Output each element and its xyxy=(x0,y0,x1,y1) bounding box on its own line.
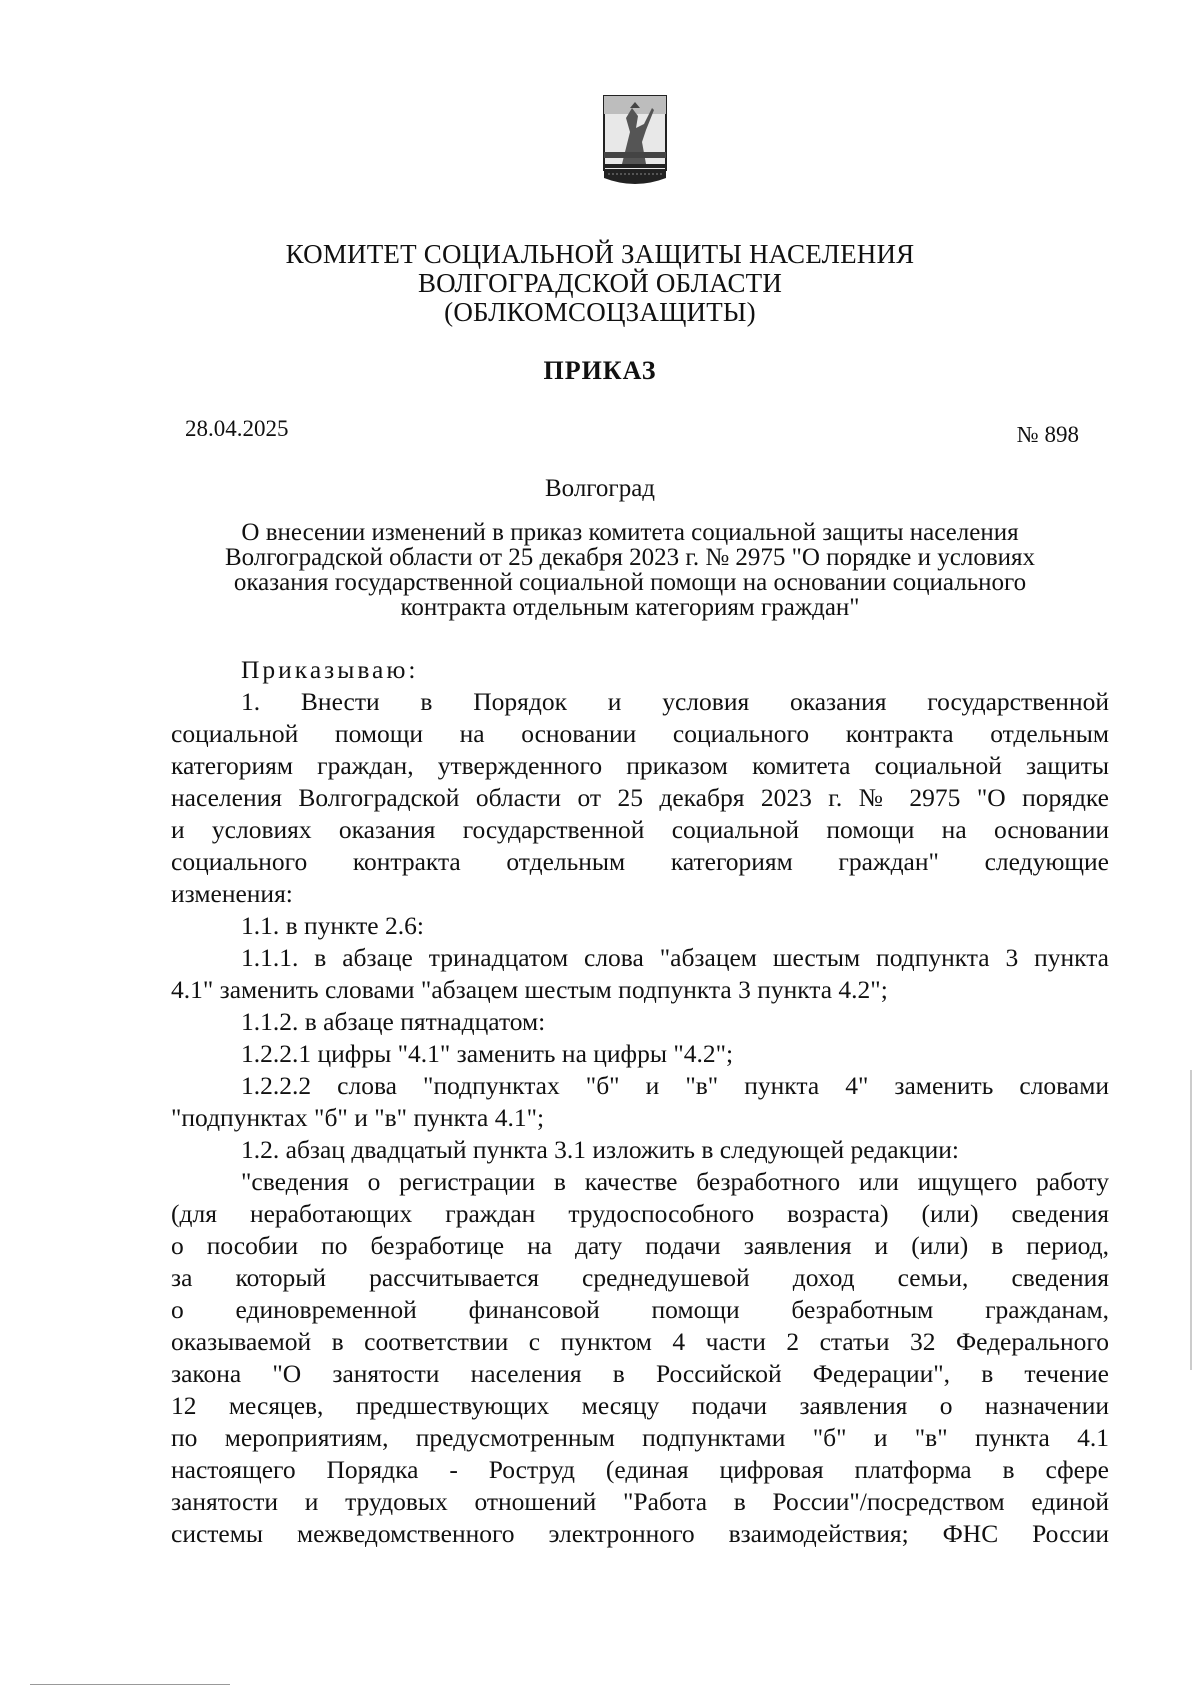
order-city: Волгоград xyxy=(544,475,656,502)
body-line-19: о пособии по безработице на дату подачи заявления и (или) в период, xyxy=(171,1231,1109,1260)
body-line-08: изменения: xyxy=(171,879,293,908)
body-line-20: за который рассчитывается среднедушевой доход семьи, сведения xyxy=(171,1263,1109,1292)
subject-line-1: О внесении изменений в приказ комитета социальной защиты населения xyxy=(241,519,1019,546)
subject-line-3: оказания государственной социальной помощи на основании социального xyxy=(233,569,1027,596)
scan-bottom-line xyxy=(30,1684,230,1685)
body-line-01: Приказываю: xyxy=(241,655,419,684)
body-line-04: категориям граждан, утвержденного приказом комитета социальной защиты xyxy=(171,751,1109,780)
body-line-22: оказываемой в соответствии с пунктом 4 части 2 статьи 32 Федерального xyxy=(171,1327,1109,1356)
body-line-25: по мероприятиям, предусмотренным подпунктами "б" и "в" пункта 4.1 xyxy=(171,1423,1109,1452)
scan-edge-line xyxy=(1190,1070,1192,1370)
body-line-28: системы межведомственного электронного взаимодействия; ФНС России xyxy=(171,1519,1109,1548)
volgograd-coat-of-arms-icon xyxy=(602,94,668,190)
body-line-11: 4.1" заменить словами "абзацем шестым подпункта 3 пункта 4.2"; xyxy=(171,975,888,1004)
body-line-27: занятости и трудовых отношений "Работа в России"/посредством единой xyxy=(171,1487,1109,1516)
order-number: № 898 xyxy=(1016,422,1079,447)
body-line-10: 1.1.1. в абзаце тринадцатом слова "абзацем шестым подпункта 3 пункта xyxy=(241,943,1109,972)
body-line-21: о единовременной финансовой помощи безработным гражданам, xyxy=(171,1295,1109,1324)
body-line-02: 1. Внести в Порядок и условия оказания государственной xyxy=(241,687,1109,716)
body-line-15: "подпунктах "б" и "в" пункта 4.1"; xyxy=(171,1103,545,1132)
order-body xyxy=(171,654,1109,1550)
body-line-12: 1.1.2. в абзаце пятнадцатом: xyxy=(241,1007,546,1036)
body-line-07: социального контракта отдельным категориям граждан" следующие xyxy=(171,847,1109,876)
body-line-16: 1.2. абзац двадцатый пункта 3.1 изложить в следующей редакции: xyxy=(241,1135,959,1164)
body-line-18: (для неработающих граждан трудоспособного возраста) (или) сведения xyxy=(171,1199,1109,1228)
body-line-26: настоящего Порядка - Роструд (единая цифровая платформа в сфере xyxy=(171,1455,1109,1484)
body-line-23: закона "О занятости населения в Российской Федерации", в течение xyxy=(171,1359,1109,1388)
order-date: 28.04.2025 xyxy=(185,416,289,441)
body-line-24: 12 месяцев, предшествующих месяцу подачи заявления о назначении xyxy=(171,1391,1109,1420)
subject-line-4: контракта отдельным категориям граждан" xyxy=(400,594,860,621)
body-line-14: 1.2.2.2 слова "подпунктах "б" и "в" пункта 4" заменить словами xyxy=(241,1071,1109,1100)
header-line-2: ВОЛГОГРАДСКОЙ ОБЛАСТИ xyxy=(417,268,783,298)
order-subject xyxy=(160,520,1100,620)
body-line-09: 1.1. в пункте 2.6: xyxy=(241,911,424,940)
body-line-05: населения Волгоградской области от 25 декабря 2023 г. № 2975 "О порядке xyxy=(171,783,1109,812)
header-line-3: (ОБЛКОМСОЦЗАЩИТЫ) xyxy=(444,297,756,327)
subject-line-2: Волгоградской области от 25 декабря 2023 г. № 2975 "О порядке и условиях xyxy=(224,544,1036,571)
body-line-06: и условиях оказания государственной социальной помощи на основании xyxy=(171,815,1109,844)
body-line-17: "сведения о регистрации в качестве безработного или ищущего работу xyxy=(241,1167,1109,1196)
body-line-13: 1.2.2.1 цифры "4.1" заменить на цифры "4.2"; xyxy=(241,1039,734,1068)
order-title: ПРИКАЗ xyxy=(543,356,657,385)
body-line-03: социальной помощи на основании социального контракта отдельным xyxy=(171,719,1109,748)
header-line-1: КОМИТЕТ СОЦИАЛЬНОЙ ЗАЩИТЫ НАСЕЛЕНИЯ xyxy=(285,239,915,269)
organization-header xyxy=(0,240,1200,327)
